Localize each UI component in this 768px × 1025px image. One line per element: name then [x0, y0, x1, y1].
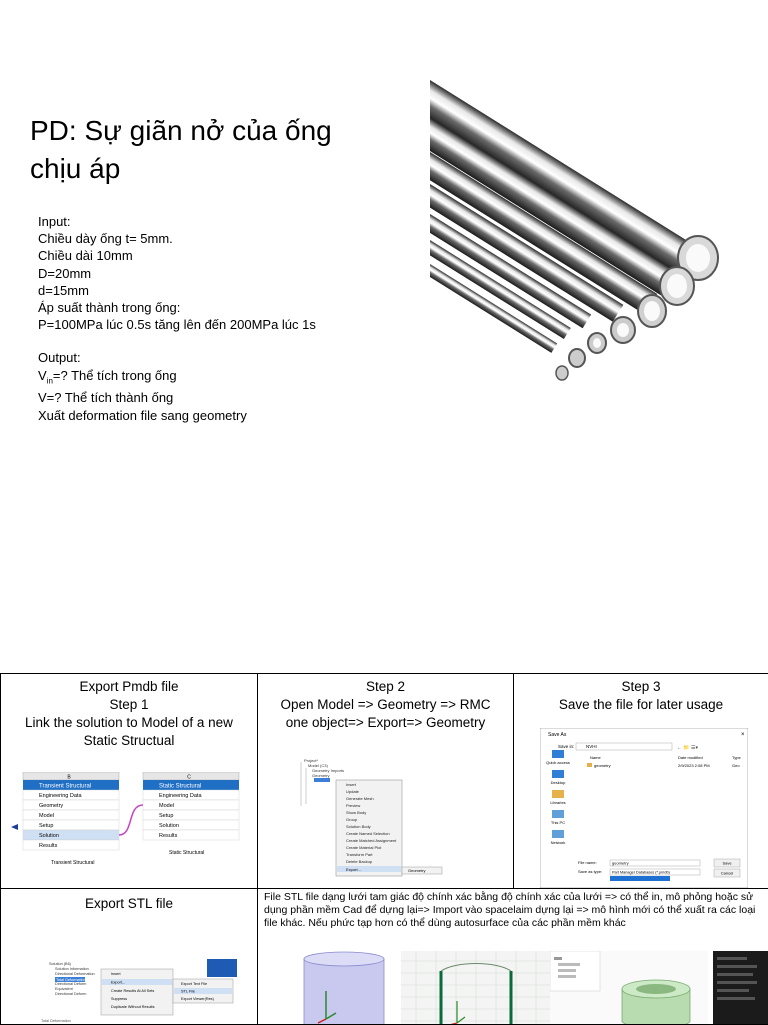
filename-label: File name:: [578, 860, 597, 865]
system-a-caption: Transient Structural: [51, 860, 95, 866]
file-row-name: geometry: [594, 763, 611, 768]
mesh-model: [401, 951, 551, 1025]
stl-cell: [1, 889, 258, 1025]
system-a-row: Engineering Data: [39, 793, 82, 799]
details-footer: Total Deformation: [41, 1019, 71, 1023]
dialog-title: Save As: [548, 732, 567, 738]
menu-item: Transform Part: [346, 852, 373, 857]
step-2-label: Step 2: [365, 679, 406, 694]
tree-root: Solution (B6): [49, 962, 71, 966]
menu-item: Insert: [111, 972, 121, 976]
system-a-col: B: [67, 774, 71, 781]
tree-item: Solution Information: [55, 967, 89, 971]
submenu-item: Export Viewer(Res): [181, 997, 214, 1001]
title-line-1: PD: Sự giãn nở của ống: [30, 115, 332, 146]
step-2-desc: Open Model => Geometry => RMC: [280, 697, 491, 712]
system-b-col: C: [187, 774, 191, 781]
step-2-cell: [258, 674, 514, 889]
input-line: Chiều dài 10mm: [38, 248, 133, 264]
filename-input: geometry: [612, 860, 629, 866]
workbench-schematic: [9, 772, 245, 882]
save-as-dialog: [540, 728, 748, 888]
svg-text:Project*: Project*: [304, 758, 319, 763]
svg-text:Model (C3): Model (C3): [308, 763, 328, 768]
tree-item: Directional Deform: [55, 992, 87, 996]
step-1-desc2: Static Structual: [83, 733, 175, 748]
step-3-desc: Save the file for later usage: [558, 697, 724, 712]
menu-item-export: Export...: [346, 867, 361, 872]
tree-item: Directional Deformation: [55, 972, 95, 976]
output-label: Output:: [38, 350, 81, 366]
cancel-button: Cancel: [720, 870, 734, 876]
tree-item: Equivalent: [55, 987, 73, 991]
tree-item-selected: Total Deformation: [56, 978, 86, 982]
step-3-cell: [514, 674, 768, 889]
problem-statement: [38, 213, 408, 424]
title-line-2: chịu áp: [30, 153, 121, 184]
menu-item: Update: [346, 789, 359, 794]
place-item: Network: [550, 840, 566, 845]
savetype-label: Save as type:: [578, 869, 603, 874]
system-b-row: Setup: [159, 813, 174, 819]
menu-item: Create Material Plot: [346, 845, 382, 850]
step-1-cell: [1, 674, 258, 889]
save-in-value: NVHI: [586, 744, 597, 749]
submenu-geometry: Geometry: [408, 868, 426, 873]
system-b-row: Model: [159, 803, 174, 809]
system-b-row: Results: [159, 833, 178, 839]
place-item: This PC: [550, 820, 566, 825]
svg-text:×: ×: [741, 732, 745, 738]
steel-pipes-photo: [430, 80, 768, 420]
system-a-row: Geometry: [39, 803, 64, 809]
stl-export-menu: [37, 959, 243, 1025]
input-line: P=100MPa lúc 0.5s tăng lên đến 200MPa lúc 1s: [38, 317, 316, 333]
menu-item: Insert: [346, 782, 357, 787]
step-1-label: Step 1: [109, 697, 149, 712]
place-item: Quick access: [546, 760, 570, 765]
steps-grid: [0, 673, 768, 1025]
col-name: Name: [590, 755, 601, 760]
system-a-row: Model: [39, 813, 54, 819]
input-line: Áp suất thành trong ống:: [38, 300, 181, 316]
system-a-row: Setup: [39, 823, 54, 829]
savetype-select: Part Manager Databases (*.pmdb): [612, 870, 670, 875]
menu-item: Duplicate Without Results: [111, 1005, 155, 1009]
system-b-row: Engineering Data: [159, 793, 202, 799]
col-date: Date modified: [678, 755, 703, 760]
menu-item: Show Body: [346, 810, 367, 815]
step-2-desc2: one object=> Export=> Geometry: [285, 715, 486, 730]
menu-item-export: Export...: [111, 980, 126, 985]
file-row-type: Geo: [732, 763, 740, 768]
output-export: Xuất deformation file sang geometry: [38, 407, 247, 423]
menu-item: Delete Backup: [346, 859, 373, 864]
slide-title: [30, 112, 410, 188]
menu-item: Suppress: [111, 997, 128, 1001]
system-a-header: Transient Structural: [39, 783, 92, 790]
save-in-label: Save in:: [558, 744, 575, 749]
menu-item: Solution Body: [346, 824, 371, 829]
save-button: Save: [722, 860, 732, 866]
menu-item: Preview: [346, 803, 361, 808]
svg-text:Geometry: Geometry: [312, 773, 330, 778]
input-line: D=20mm: [38, 265, 92, 281]
system-b-header: Static Structural: [159, 783, 202, 790]
stl-heading: Export STL file: [84, 896, 174, 911]
step-1-heading: Export Pmdb file: [79, 679, 179, 694]
spaceclaim-model: [550, 951, 708, 1025]
menu-item: Create Results At All Sets: [111, 989, 155, 993]
system-a-row: Solution: [39, 833, 59, 839]
system-b-row: Solution: [159, 823, 179, 829]
dark-panel: [713, 951, 768, 1025]
menu-item: Generate Mesh: [346, 796, 374, 801]
system-a-row: Results: [39, 843, 58, 849]
output-v: V=? Thể tích thành ống: [38, 390, 174, 406]
tree-item: Directional Deform: [55, 982, 87, 986]
file-row-date: 2/9/2023 2:08 PM: [678, 763, 710, 768]
step-1-desc: Link the solution to Model of a new: [25, 715, 233, 730]
place-item: Libraries: [550, 800, 566, 805]
submenu-item: Export Text File: [181, 982, 208, 986]
step-3-label: Step 3: [621, 679, 661, 694]
stl-description-cell: [258, 889, 768, 1025]
input-label: Input:: [38, 214, 71, 229]
system-b-caption: Static Structural: [169, 850, 205, 856]
svg-text:Geometry Imports: Geometry Imports: [312, 768, 345, 773]
menu-item: Create Named Selection: [346, 831, 390, 836]
stl-description: File STL file dạng lưới tam giác độ chính xác bằng độ chính xác của lưới => có thể in, mô phỏng hoặc sử dụng phần mềm Cad để dựng lại=> Import vào spacelaim dựng lại => mô hình mới có thể xuất ra các loại file khác. Nếu phức tạp hơn có thể dùng autosurface của các phần mềm khác: [264, 891, 756, 929]
input-line: d=15mm: [38, 282, 89, 298]
menu-item: Create Matched Assignment: [346, 838, 397, 843]
input-line: Chiều dày ống t= 5mm.: [38, 231, 173, 247]
geometry-context-menu: [296, 756, 476, 888]
cylinder-model: [274, 951, 394, 1025]
menu-item: Group: [346, 817, 358, 822]
svg-text:← 📁 ☰▾: ← 📁 ☰▾: [677, 745, 698, 751]
place-item: Desktop: [550, 780, 566, 785]
col-type: Type: [732, 755, 741, 760]
output-vin: $V_{in}=$? Thể tích trong ống: [38, 367, 177, 386]
submenu-item-stl: STL File: [181, 989, 195, 994]
